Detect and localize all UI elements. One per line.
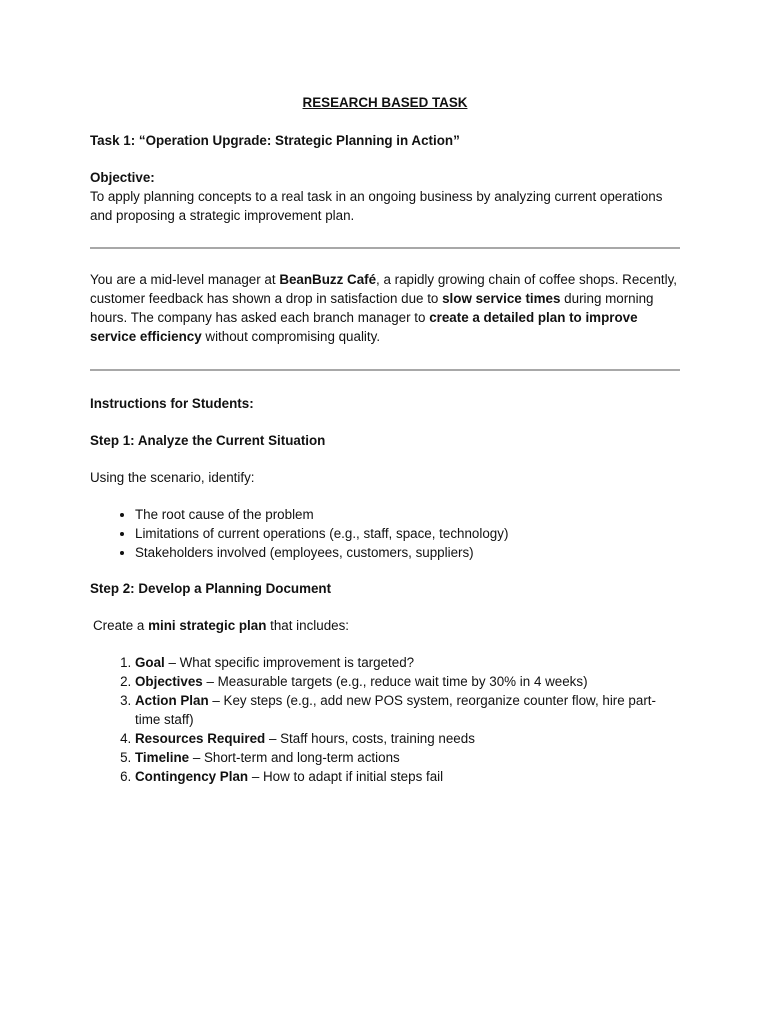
plan-item-label: Timeline xyxy=(135,750,190,765)
scenario-text: during morning hours. The company has asked each branch manager to xyxy=(90,291,654,325)
section-divider xyxy=(90,247,680,249)
list-item: • Limitations of current operations (e.g., staff, space, technology) xyxy=(135,524,680,543)
list-item xyxy=(135,653,680,672)
scenario-text: You are a mid-level manager at xyxy=(90,272,280,287)
scenario-paragraph xyxy=(90,270,680,346)
list-item xyxy=(135,748,680,767)
objective-label: Objective: xyxy=(90,170,155,185)
step2-intro-text: Create a xyxy=(93,618,149,633)
objective-text: To apply planning concepts to a real task in an ongoing business by analyzing current operations and proposing a strategic improvement plan. xyxy=(90,189,663,223)
plan-item-text: – Measurable targets (e.g., reduce wait time by 30% in 4 weeks) xyxy=(202,674,588,689)
step1-heading: Step 1: Analyze the Current Situation xyxy=(90,433,326,448)
list-item: • Stakeholders involved (employees, customers, suppliers) xyxy=(135,543,680,562)
scenario-text: , a rapidly growing chain of coffee shops. Recently, customer feedback has shown a drop in satisfaction due to xyxy=(90,272,678,306)
step1-intro: Using the scenario, identify: xyxy=(90,470,255,485)
step2-intro-text: that includes: xyxy=(266,618,350,633)
plan-numbered-list xyxy=(90,653,680,786)
list-item xyxy=(135,691,680,729)
list-item xyxy=(135,767,680,786)
section-divider xyxy=(90,369,680,371)
list-item xyxy=(135,672,680,691)
plan-item-text: – Short-term and long-term actions xyxy=(189,750,400,765)
plan-item-text: – What specific improvement is targeted? xyxy=(164,655,415,670)
task-title: Task 1: “Operation Upgrade: Strategic Planning in Action” xyxy=(90,133,460,148)
document-body xyxy=(90,93,680,786)
plan-item-text: – Key steps (e.g., add new POS system, reorganize counter flow, hire part-time staff) xyxy=(135,693,656,727)
instructions-heading: Instructions for Students: xyxy=(90,396,254,411)
plan-item-label: Goal xyxy=(135,655,165,670)
list-item: • The root cause of the problem xyxy=(135,505,680,524)
plan-item-label: Resources Required xyxy=(135,731,266,746)
plan-item-label: Contingency Plan xyxy=(135,769,249,784)
plan-item-label: Objectives xyxy=(135,674,203,689)
step2-intro-highlight: mini strategic plan xyxy=(148,618,267,633)
plan-item-text: – Staff hours, costs, training needs xyxy=(265,731,475,746)
step2-intro xyxy=(90,616,680,635)
list-item xyxy=(135,729,680,748)
step1-bullet-list xyxy=(90,505,680,562)
company-name: BeanBuzz Café xyxy=(279,272,377,287)
problem-highlight: slow service times xyxy=(442,291,561,306)
step2-heading: Step 2: Develop a Planning Document xyxy=(90,581,332,596)
scenario-text: without compromising quality. xyxy=(201,329,381,344)
plan-item-text: – How to adapt if initial steps fail xyxy=(248,769,444,784)
document-title: RESEARCH BASED TASK xyxy=(302,95,468,110)
plan-item-label: Action Plan xyxy=(135,693,209,708)
task-highlight: create a detailed plan to improve service efficiency xyxy=(90,310,638,344)
